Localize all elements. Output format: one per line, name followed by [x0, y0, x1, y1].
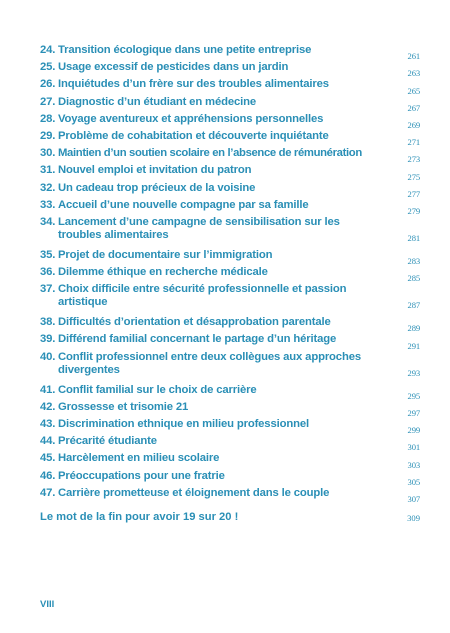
- toc-entry-40[interactable]: [40, 351, 420, 384]
- closing-title: Le mot de la fin pour avoir 19 sur 20 !: [40, 511, 239, 523]
- toc-entry-37[interactable]: [40, 283, 420, 316]
- toc-entry-27[interactable]: [40, 96, 420, 113]
- entry-title: Accueil d’une nouvelle compagne par sa famille: [58, 198, 309, 211]
- entry-title: Projet de documentaire sur l’immigration: [58, 248, 273, 261]
- toc-entry-46[interactable]: [40, 470, 420, 487]
- entry-page: 267: [407, 102, 420, 113]
- toc-entry-44[interactable]: [40, 435, 420, 452]
- entry-title: Discrimination ethnique en milieu professionnel: [58, 418, 309, 430]
- entry-number: 35.: [40, 248, 56, 261]
- toc-entry-32[interactable]: [40, 182, 420, 199]
- entry-number: 28.: [40, 112, 56, 125]
- entry-number: 34.: [40, 215, 56, 228]
- entry-number: 42.: [40, 400, 56, 413]
- entry-page: 307: [407, 493, 420, 504]
- entry-title: Précarité étudiante: [58, 435, 157, 448]
- entry-title: Usage excessif de pesticides dans un jardin: [58, 61, 289, 74]
- toc-entry-43[interactable]: [40, 418, 420, 435]
- entry-title: Problème de cohabitation et découverte inquiétante: [58, 129, 329, 142]
- entry-title: Choix difficile entre sécurité professionnelle et passion artistique: [58, 283, 347, 309]
- entry-page: 273: [407, 154, 420, 165]
- toc-entry-41[interactable]: [40, 384, 420, 401]
- entry-page: 275: [407, 171, 420, 182]
- entry-number: 44.: [40, 435, 56, 448]
- entry-page: 293: [407, 367, 420, 378]
- entry-number: 24.: [40, 44, 56, 56]
- toc-entry-42[interactable]: [40, 401, 420, 418]
- entry-title: Lancement d’une campagne de sensibilisation sur les troubles alimentaires: [58, 215, 340, 241]
- entry-page: 295: [407, 390, 420, 401]
- entry-number: 25.: [40, 61, 56, 74]
- toc-entry-29[interactable]: [40, 130, 420, 147]
- entry-number: 47.: [40, 486, 56, 499]
- entry-number: 30.: [40, 147, 56, 160]
- toc-entry-30[interactable]: [40, 147, 420, 164]
- entry-title: Grossesse et trisomie 21: [58, 400, 189, 413]
- entry-page: 265: [407, 85, 420, 96]
- toc-entry-28[interactable]: [40, 113, 420, 130]
- closing-page: 309: [407, 513, 420, 523]
- entry-title: Un cadeau trop précieux de la voisine: [58, 181, 256, 194]
- entry-page: 301: [407, 442, 420, 453]
- entry-title: Conflit professionnel entre deux collègues aux approches divergentes: [58, 350, 361, 376]
- entry-page: 285: [407, 273, 420, 284]
- entry-title: Voyage aventureux et appréhensions personnelles: [58, 112, 324, 125]
- entry-number: 45.: [40, 452, 56, 465]
- page-folio: VIII: [40, 599, 55, 610]
- entry-page: 303: [407, 459, 420, 470]
- entry-number: 46.: [40, 469, 56, 482]
- entry-title: Carrière prometteuse et éloignement dans le couple: [58, 486, 330, 499]
- toc-entry-25[interactable]: [40, 61, 420, 78]
- entry-page: 291: [407, 340, 420, 351]
- toc-entry-31[interactable]: [40, 164, 420, 181]
- entry-number: 41.: [40, 383, 56, 396]
- toc-closing-entry[interactable]: [40, 511, 420, 523]
- entry-title: Diagnostic d’un étudiant en médecine: [58, 95, 256, 108]
- entry-page: 297: [407, 408, 420, 418]
- entry-title: Maintien d’un soutien scolaire en l’absence de rémunération: [58, 147, 362, 160]
- toc-entry-38[interactable]: [40, 316, 420, 333]
- entry-page: 289: [407, 323, 420, 334]
- entry-number: 32.: [40, 181, 56, 194]
- toc-entry-47[interactable]: [40, 487, 420, 504]
- entry-number: 38.: [40, 316, 56, 329]
- entry-title: Nouvel emploi et invitation du patron: [58, 164, 252, 177]
- entry-number: 43.: [40, 418, 56, 430]
- entry-title: Difficultés d’orientation et désapprobation parentale: [58, 316, 331, 329]
- entry-page: 261: [407, 51, 420, 62]
- table-of-contents: [40, 44, 420, 504]
- toc-entry-34[interactable]: [40, 216, 420, 249]
- entry-number: 26.: [40, 78, 56, 91]
- entry-number: 27.: [40, 95, 56, 108]
- toc-entry-33[interactable]: [40, 199, 420, 216]
- entry-page: 271: [407, 137, 420, 148]
- toc-entry-36[interactable]: [40, 266, 420, 283]
- toc-entry-39[interactable]: [40, 333, 420, 350]
- entry-title: Inquiétudes d’un frère sur des troubles alimentaires: [58, 78, 329, 91]
- entry-title: Dilemme éthique en recherche médicale: [58, 266, 268, 279]
- entry-page: 299: [407, 425, 420, 436]
- entry-number: 39.: [40, 333, 56, 346]
- entry-title: Transition écologique dans une petite entreprise: [58, 44, 312, 56]
- entry-title: Différend familial concernant le partage d’un héritage: [58, 333, 337, 346]
- toc-entry-45[interactable]: [40, 452, 420, 469]
- entry-page: 305: [407, 476, 420, 487]
- entry-page: 269: [407, 119, 420, 130]
- toc-entry-35[interactable]: [40, 249, 420, 266]
- toc-entry-26[interactable]: [40, 78, 420, 95]
- entry-page: 279: [407, 205, 420, 216]
- entry-number: 36.: [40, 266, 56, 279]
- entry-title: Conflit familial sur le choix de carrière: [58, 383, 257, 396]
- entry-page: 287: [407, 300, 420, 311]
- entry-number: 40.: [40, 350, 56, 363]
- entry-page: 281: [407, 232, 420, 243]
- entry-page: 283: [407, 256, 420, 267]
- entry-page: 277: [407, 188, 420, 199]
- entry-title: Préoccupations pour une fratrie: [58, 469, 225, 482]
- toc-entry-24[interactable]: [40, 44, 420, 61]
- entry-number: 29.: [40, 129, 56, 142]
- entry-number: 33.: [40, 198, 56, 211]
- entry-page: 263: [407, 68, 420, 79]
- entry-number: 31.: [40, 164, 56, 177]
- entry-number: 37.: [40, 283, 56, 296]
- entry-title: Harcèlement en milieu scolaire: [58, 452, 220, 465]
